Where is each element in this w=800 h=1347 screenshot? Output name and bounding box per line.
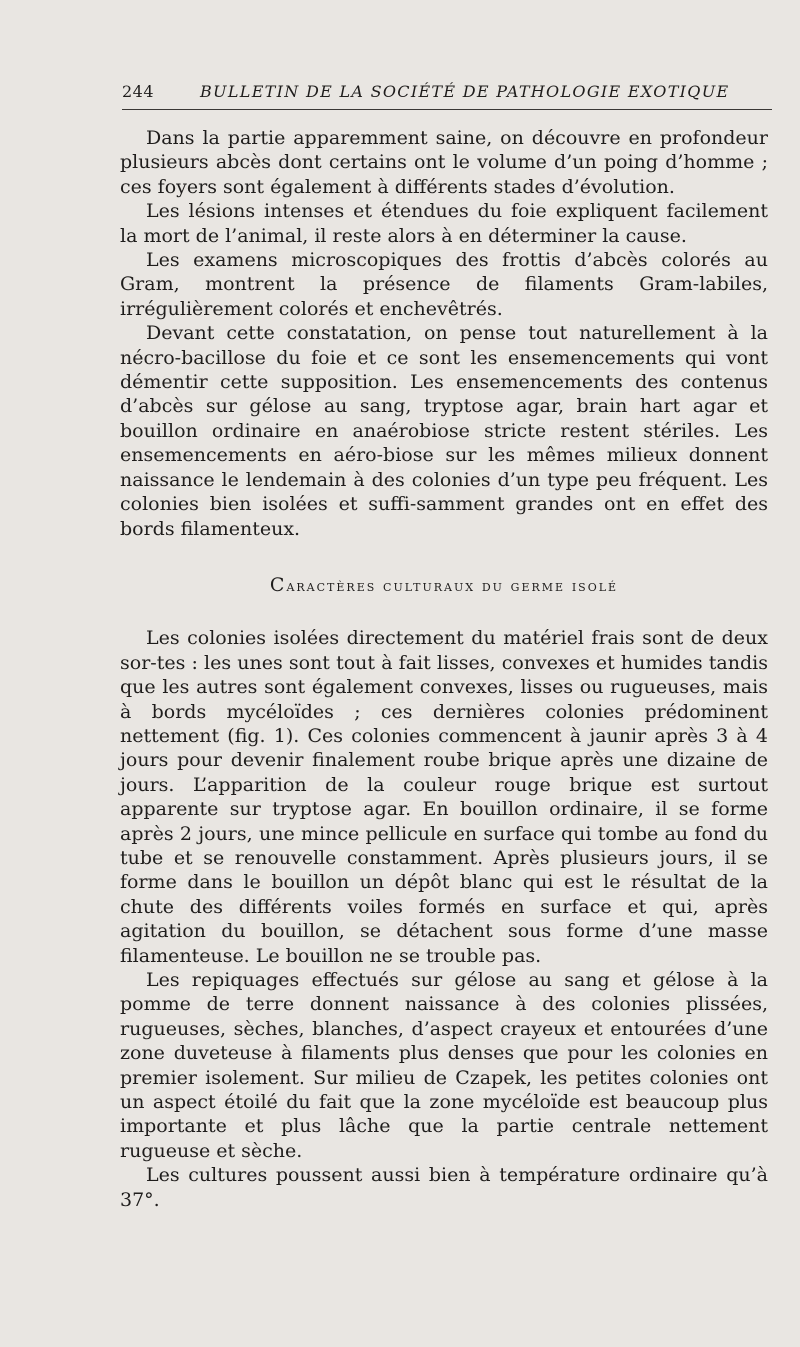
paragraph: Les cultures poussent aussi bien à température ordinaire qu’à 37°. bbox=[120, 1164, 768, 1211]
section-heading-initial: C bbox=[269, 573, 287, 596]
paragraph: Devant cette constatation, on pense tout naturellement à la nécro-bacillose du foie et ce sont les ensemencements qui vont démentir cette supposition. Les ensemencements des contenus d’abcès sur gélose au sang, tryptose agar, brain hart agar et bouillon ordinaire en anaérobiose stricte restent stériles. Les ensemencements en aéro-biose sur les mêmes milieux donnent naissance le lendemain à des colonies d’un type peu fréquent. Les colonies bien isolées et suffi-samment grandes ont en effet des bords filamenteux. bbox=[120, 322, 768, 540]
body-text bbox=[120, 126, 768, 1212]
paragraph: Dans la partie apparemment saine, on découvre en profondeur plusieurs abcès dont certains ont le volume d’un poing d’homme ; ces foyers sont également à différents stades d’évolution. bbox=[120, 127, 768, 198]
paragraph: Les colonies isolées directement du matériel frais sont de deux sor-tes : les unes sont tout à fait lisses, convexes et humides tandis que les autres sont également convexes, lisses ou rugueuses, mais à bords mycéloïdes ; ces dernières colonies prédominent nettement (fig. 1). Ces colonies commencent à jaunir après 3 à 4 jours pour devenir finalement roube brique après une dizaine de jours. L’apparition de la couleur rouge brique est surtout apparente sur tryptose agar. En bouillon ordinaire, il se forme après 2 jours, une mince pellicule en surface qui tombe au fond du tube et se renouvelle constamment. Après plusieurs jours, il se forme dans le bouillon un dépôt blanc qui est le résultat de la chute des différents voiles formés en surface et qui, après agitation du bouillon, se détachent sous forme d’une masse filamenteuse. Le bouillon ne se trouble pas. bbox=[120, 627, 768, 967]
running-head: BULLETIN DE LA SOCIÉTÉ DE PATHOLOGIE EXOTIQUE bbox=[200, 82, 730, 101]
paragraph: Les repiquages effectués sur gélose au sang et gélose à la pomme de terre donnent naissance à des colonies plissées, rugueuses, sèches, blanches, d’aspect crayeux et entourées d’une zone duveteuse à filaments plus denses que pour les colonies en premier isolement. Sur milieu de Czapek, les petites colonies ont un aspect étoilé du fait que la zone mycéloïde est beaucoup plus importante et plus lâche que la partie centrale nettement rugueuse et sèche. bbox=[120, 969, 768, 1162]
paragraph: Les examens microscopiques des frottis d’abcès colorés au Gram, montrent la présence de filaments Gram-labiles, irrégulièrement colorés et enchevêtrés. bbox=[120, 249, 768, 320]
paragraph: Les lésions intenses et étendues du foie expliquent facilement la mort de l’animal, il reste alors à en déterminer la cause. bbox=[120, 200, 768, 247]
section-heading-rest: aractères culturaux du germe isolé bbox=[286, 576, 619, 595]
page-header bbox=[122, 82, 772, 106]
header-rule bbox=[122, 109, 772, 110]
section-heading bbox=[120, 573, 768, 598]
page-number: 244 bbox=[122, 82, 155, 101]
